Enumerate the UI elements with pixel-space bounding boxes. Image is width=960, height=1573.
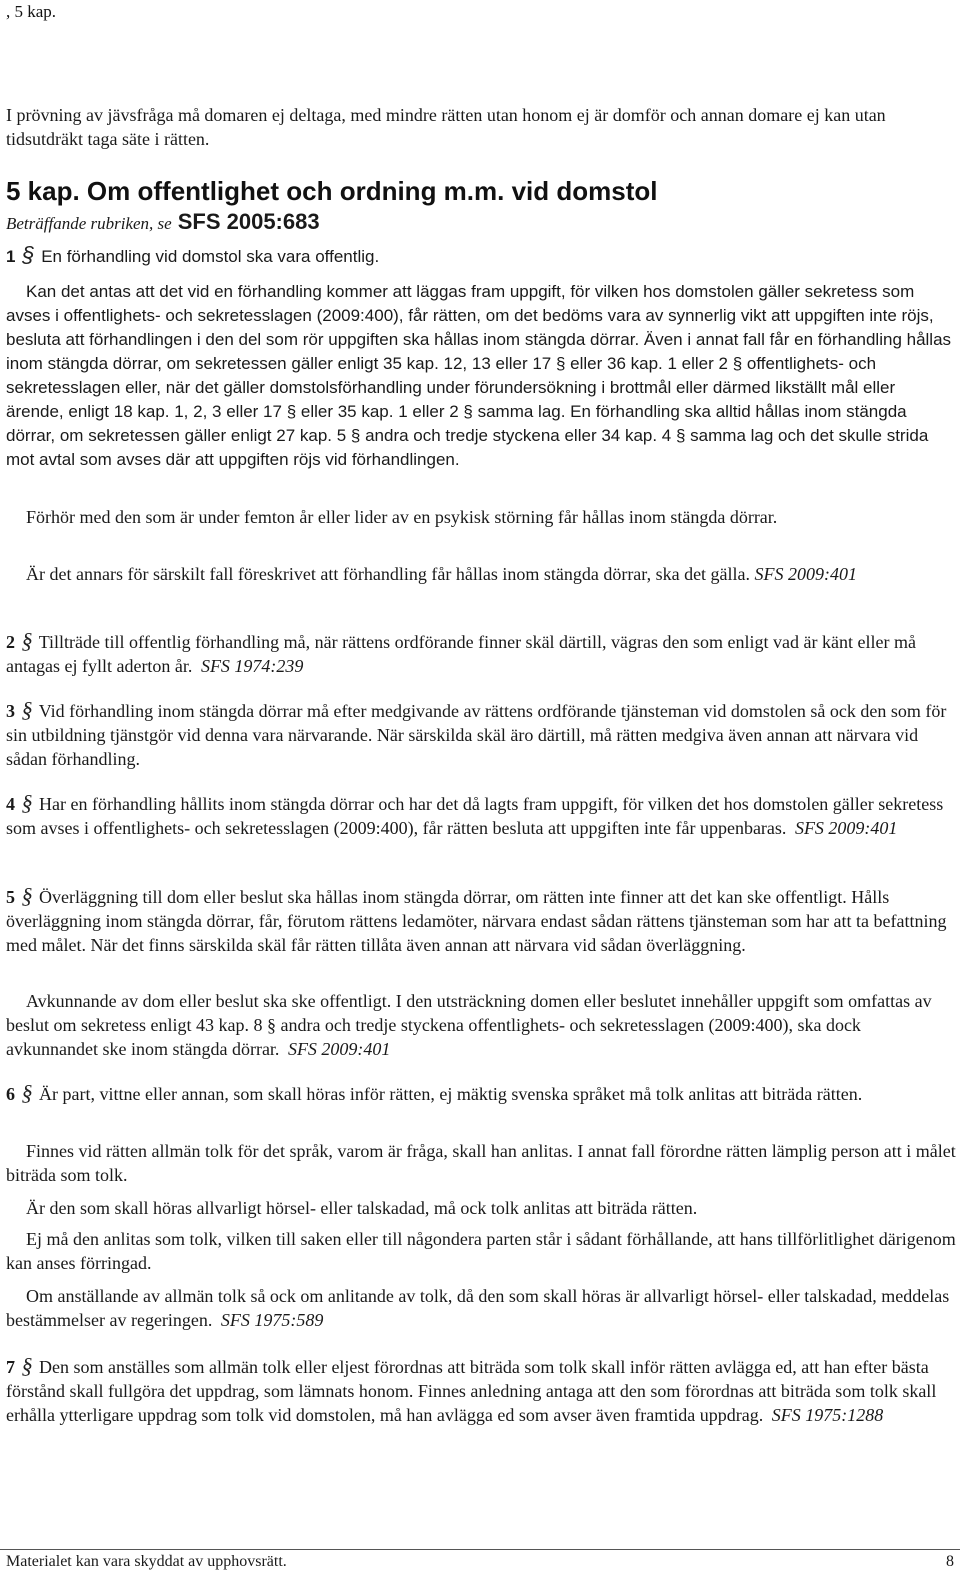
section-6-paragraph-2: Finnes vid rätten allmän tolk för det språk, varom är fråga, skall han anlitas. I annat fall förordne rätten lämplig person att i målet biträda som tolk. — [6, 1141, 956, 1185]
section-5-paragraph-2 — [6, 989, 956, 1061]
section-number: 6 — [6, 1084, 15, 1104]
section-text: Tillträde till offentlig förhandling må, när rättens ordförande finner skäl därtill, vägras den som enligt vad är känt eller må antagas ej fyllt aderton år. — [6, 632, 916, 676]
section-text: Är det annars för särskilt fall föreskrivet att förhandling får hållas inom stängda dörrar, ska det gälla. — [26, 564, 751, 584]
section-sign-icon: § — [21, 628, 33, 653]
page-number: 8 — [946, 1553, 954, 1570]
sfs-reference: SFS 1975:1288 — [771, 1405, 884, 1425]
footer-divider — [0, 1549, 960, 1550]
chapter-heading: 5 kap. Om offentlighet och ordning m.m. vid domstol — [6, 176, 658, 206]
section-6-paragraph-4: Ej må den anlitas som tolk, vilken till saken eller till någondera parten står i sådant förhållande, att hans tillförlitlighet därigenom kan anses förringad. — [6, 1229, 956, 1273]
section-6-paragraph-3: Är den som skall höras allvarligt hörsel- eller talskadad, må ock tolk anlitas att biträda rätten. — [26, 1198, 698, 1218]
section-text: En förhandling vid domstol ska vara offentlig. — [41, 247, 380, 266]
sfs-reference: SFS 2009:401 — [754, 564, 858, 584]
section-text: Om anställande av allmän tolk så ock om anlitande av tolk, då den som skall höras är allvarligt hörsel- eller talskadad, meddelas bestämmelser av regeringen. — [6, 1286, 950, 1330]
section-text: Överläggning till dom eller beslut ska hållas inom stängda dörrar, om rätten inte finner att det kan ske offentligt. Hålls överläggning inom stängda dörrar, får, förutom rättens ledamöter, närvara endast sådan rättens tjänsteman som har att ta befattning med målet. När det finns särskilda skäl får rätten tillåta även annan att närvara vid sådan överläggning. — [6, 887, 947, 955]
section-sign-icon: § — [21, 697, 33, 722]
section-text: Den som anställes som allmän tolk eller eljest förordnas att biträda som tolk skall inför rätten avlägga ed, att han efter bästa förstånd skall fullgöra det uppdrag, som lämnats honom. Finnes anledning antaga att den som förordnas att biträda som tolk skall erhålla ytterligare uppdrag som tolk vid domstolen, må han avlägga ed som avser även framtida uppdrag. — [6, 1357, 937, 1425]
rubric-reference-link[interactable]: SFS 2005:683 — [177, 209, 320, 234]
section-number: 2 — [6, 632, 15, 652]
section-text: Avkunnande av dom eller beslut ska ske offentligt. I den utsträckning domen eller beslutet innehåller uppgift som omfattas av beslut om sekretess enligt 43 kap. 8 § andra och tredje styckena offentlighets- och sekretesslagen (2009:400), ska dock avkunnandet ske inom stängda dörrar. — [6, 991, 932, 1059]
section-3 — [6, 699, 956, 771]
section-5 — [6, 885, 956, 957]
section-1-paragraph-2: Kan det antas att det vid en förhandling kommer att läggas fram uppgift, för vilken hos domstolen gäller sekretess som avses i offentlighets- och sekretesslagen (2009:400), får rätten, om det bedöms vara av synnerlig vikt att uppgiften inte röjs, besluta att förhandlingen i den del som rör uppgiften ska hållas inom stängda dörrar. Även i annat fall får en förhandling hållas inom stängda dörrar, om sekretessen gäller enligt 35 kap. 12, 13 eller 17 § eller 36 kap. 1 eller 2 § offentlighets- och sekretesslagen eller, när det gäller domstolsförhandling under förundersökning i brottmål eller därmed likställt mål eller ärende, enligt 18 kap. 1, 2, 3 eller 17 § eller 35 kap. 1 eller 2 § samma lag. En förhandling ska alltid hållas inom stängda dörrar, om sekretessen gäller enligt 27 kap. 5 § andra och tredje styckena eller 34 kap. 4 § samma lag och det skulle strida mot avtal som avses där att uppgiften röjs vid förhandlingen. — [6, 282, 952, 469]
section-text: Vid förhandling inom stängda dörrar må efter medgivande av rättens ordförande tjänsteman vid domstolen så ock den som för sin utbildning tjänstgör vid denna vara närvarande. När särskilda skäl äro därtill, må rätten medgiva även annan att närvara vid sådan förhandling. — [6, 701, 947, 769]
intro-paragraph: I prövning av jävsfråga må domaren ej deltaga, med mindre rätten utan honom ej är domför och annan domare ej kan utan tidsutdräkt taga säte i rätten. — [6, 105, 886, 149]
section-text: Har en förhandling hållits inom stängda dörrar och har det då lagts fram uppgift, för vilken det hos domstolen gäller sekretess som avses i offentlighets- och sekretesslagen (2009:400), får rätten besluta att uppgiften inte får uppenbaras. — [6, 794, 944, 838]
section-7 — [6, 1355, 956, 1427]
section-sign-icon: § — [21, 1080, 33, 1105]
section-6-paragraph-5 — [6, 1284, 956, 1332]
sfs-reference: SFS 2009:401 — [794, 818, 898, 838]
section-1-paragraph-3: Förhör med den som är under femton år eller lider av en psykisk störning får hållas inom stängda dörrar. — [26, 507, 778, 527]
section-text: Är part, vittne eller annan, som skall höras inför rätten, ej mäktig svenska språket må tolk anlitas att biträda rätten. — [39, 1084, 863, 1104]
section-number: 7 — [6, 1357, 15, 1377]
sfs-reference: SFS 1975:589 — [220, 1310, 324, 1330]
sfs-reference: SFS 1974:239 — [200, 656, 304, 676]
section-number: 1 — [6, 247, 16, 266]
sfs-reference: SFS 2009:401 — [287, 1039, 391, 1059]
rubric-note — [6, 210, 320, 236]
section-1-first — [6, 242, 380, 269]
section-number: 5 — [6, 887, 15, 907]
page-header-fragment: , 5 kap. — [6, 2, 57, 21]
section-sign-icon: § — [21, 1353, 33, 1378]
section-2 — [6, 630, 956, 678]
section-sign-icon: § — [21, 790, 33, 815]
section-number: 4 — [6, 794, 15, 814]
section-6 — [6, 1082, 956, 1106]
rubric-note-text: Beträffande rubriken, se — [6, 214, 172, 233]
section-1-paragraph-4 — [6, 562, 956, 586]
section-sign-icon: § — [21, 883, 33, 908]
section-sign-icon: § — [22, 242, 35, 267]
section-number: 3 — [6, 701, 15, 721]
copyright-notice: Materialet kan vara skyddat av upphovsrätt. — [6, 1553, 287, 1570]
section-4 — [6, 792, 956, 840]
